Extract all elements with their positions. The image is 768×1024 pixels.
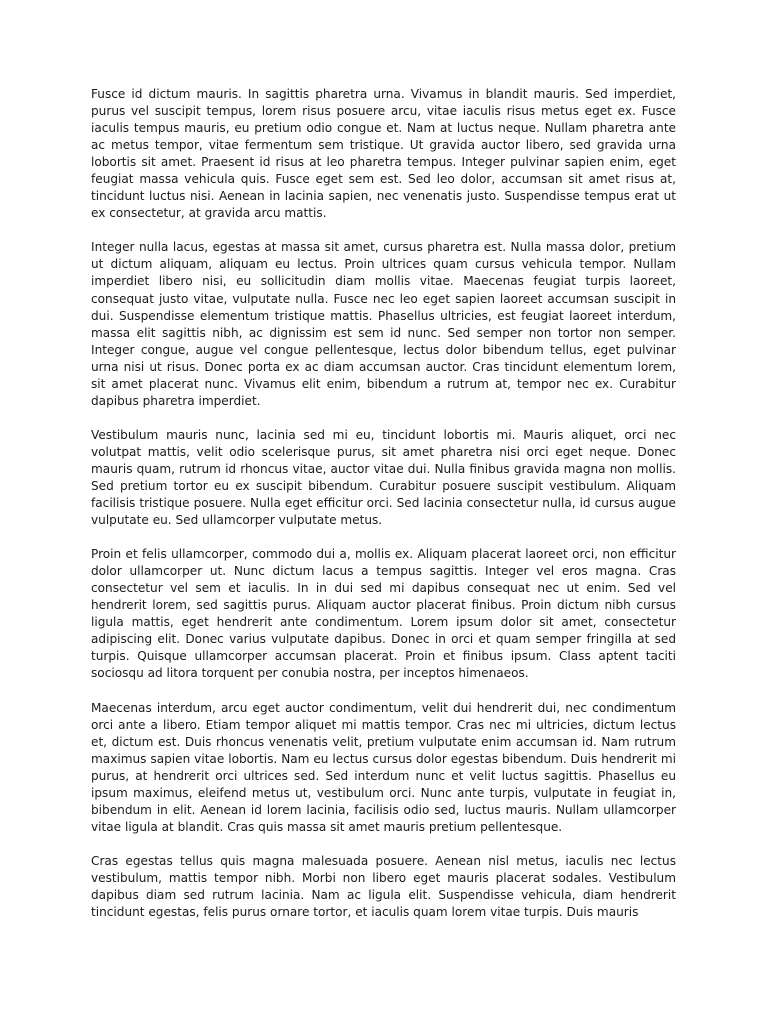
paragraph-4: Proin et felis ullamcorper, commodo dui a, mollis ex. Aliquam placerat laoreet orci, non efficitur dolor ullamcorper ut. Nunc dictum lacus a tempus sagittis. Integer vel eros magna. Cras consectetur vel sem et iaculis. In in dui sed mi dapibus consequat nec ut enim. Sed vel hendrerit lorem, sed sagittis purus. Aliquam auctor placerat finibus. Proin dictum nibh cursus ligula mattis, eget hendrerit ante condimentum. Lorem ipsum dolor sit amet, consectetur adipiscing elit. Donec varius vulputate dapibus. Donec in orci et quam semper fringilla at sed turpis. Quisque ullamcorper accumsan placerat. Proin et finibus ipsum. Class aptent taciti sociosqu ad litora torquent per conubia nostra, per inceptos himenaeos. <box>91 547 676 681</box>
paragraph-2: Integer nulla lacus, egestas at massa sit amet, cursus pharetra est. Nulla massa dolor, pretium ut dictum aliquam, aliquam eu lectus. Proin ultrices quam cursus vehicula tempor. Nullam imperdiet libero nisi, eu sollicitudin diam mollis vitae. Maecenas feugiat turpis laoreet, consequat justo vitae, vulputate nulla. Fusce nec leo eget sapien laoreet accumsan suscipit in dui. Suspendisse elementum tristique mattis. Phasellus ultricies, est feugiat laoreet interdum, massa elit sagittis nibh, ac dignissim est sem id nunc. Sed semper non tortor non semper. Integer congue, augue vel congue pellentesque, lectus dolor bibendum tellus, eget pulvinar urna nisi ut risus. Donec porta ex ac diam accumsan auctor. Cras tincidunt elementum lorem, sit amet placerat nunc. Vivamus elit enim, bibendum a rutrum at, tempor nec ex. Curabitur dapibus pharetra imperdiet. <box>91 240 676 408</box>
paragraph-6: Cras egestas tellus quis magna malesuada posuere. Aenean nisl metus, iaculis nec lectus vestibulum, mattis tempor nibh. Morbi non libero eget mauris placerat sodales. Vestibulum dapibus diam sed rutrum lacinia. Nam ac ligula elit. Suspendisse vehicula, diam hendrerit tincidunt egestas, felis purus ornare tortor, et iaculis quam lorem vitae turpis. Duis mauris <box>91 853 676 920</box>
paragraph-3: Vestibulum mauris nunc, lacinia sed mi eu, tincidunt lobortis mi. Mauris aliquet, orci nec volutpat mattis, velit odio scelerisque purus, sit amet pharetra nisi orci eget neque. Donec mauris quam, rutrum id rhoncus vitae, auctor vitae dui. Nulla finibus gravida magna non mollis. Sed pretium tortor eu ex suscipit bibendum. Curabitur posuere suscipit vestibulum. Aliquam facilisis tristique posuere. Nulla eget efficitur orci. Sed lacinia consectetur nulla, id cursus augue vulputate eu. Sed ullamcorper vulputate metus. <box>91 427 676 528</box>
document-page <box>91 86 676 938</box>
paragraph-5: Maecenas interdum, arcu eget auctor condimentum, velit dui hendrerit dui, nec condimentum orci ante a libero. Etiam tempor aliquet mi mattis tempor. Cras nec mi ultricies, dictum lectus et, dictum est. Duis rhoncus venenatis velit, pretium vulputate enim accumsan id. Nam rutrum maximus sapien vitae lobortis. Nam eu lectus cursus dolor egestas bibendum. Duis hendrerit mi purus, at hendrerit orci ultrices sed. Sed interdum nunc et velit luctus sagittis. Phasellus eu ipsum maximus, eleifend metus ut, vestibulum orci. Nunc ante turpis, vulputate in feugiat in, bibendum in elit. Aenean id lorem lacinia, facilisis odio sed, luctus mauris. Nullam ullamcorper vitae ligula at blandit. Cras quis massa sit amet mauris pretium pellentesque. <box>91 700 676 834</box>
paragraph-1: Fusce id dictum mauris. In sagittis pharetra urna. Vivamus in blandit mauris. Sed imperdiet, purus vel suscipit tempus, lorem risus posuere arcu, vitae iaculis risus metus eget ex. Fusce iaculis tempus mauris, eu pretium odio congue et. Nam at luctus neque. Nullam pharetra ante ac metus tempor, vitae fermentum sem tristique. Ut gravida auctor libero, sed gravida urna lobortis sit amet. Praesent id risus at leo pharetra tempus. Integer pulvinar sapien enim, eget feugiat massa vehicula quis. Fusce eget sem est. Sed leo dolor, accumsan sit amet risus at, tincidunt luctus nisi. Aenean in lacinia sapien, nec venenatis justo. Suspendisse tempus erat ut ex consectetur, at gravida arcu mattis. <box>91 87 676 221</box>
